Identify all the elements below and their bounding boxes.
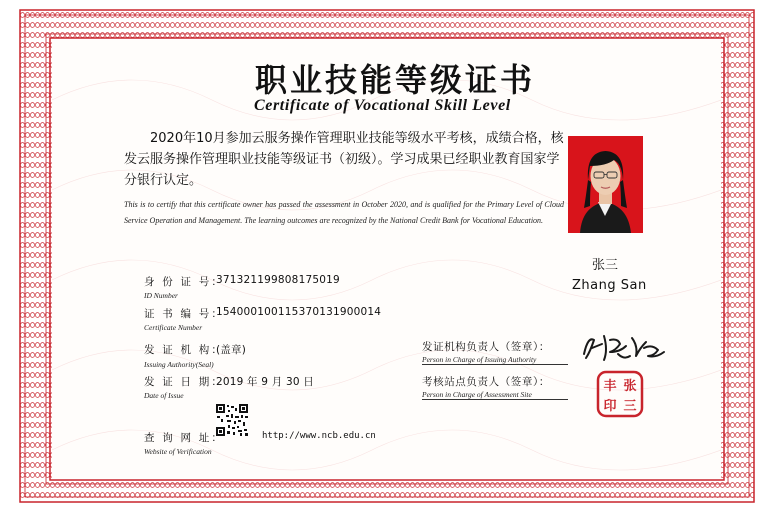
id-number-label: 身 份 证 号： — [144, 276, 225, 288]
website-link[interactable]: http://www.ncb.edu.cn — [262, 431, 376, 441]
certificate-number-label: 证 书 编 号： — [144, 308, 225, 320]
title-chinese: 职业技能等级证书 — [255, 61, 536, 99]
issuing-authority-value: (盖章) — [216, 344, 246, 356]
svg-text:张: 张 — [623, 379, 637, 394]
statement-chinese — [124, 128, 564, 191]
id-number-value: 371321199808175019 — [216, 274, 340, 286]
website-sublabel: Website of Verification — [144, 447, 212, 456]
svg-text:丰: 丰 — [603, 379, 617, 394]
handwritten-signature — [578, 326, 668, 366]
issue-date-label: 发 证 日 期： — [144, 376, 225, 388]
site-signer-label: 考核站点负责人（签章）： — [422, 376, 550, 388]
svg-text:三: 三 — [623, 399, 637, 414]
issuing-authority-sublabel: Issuing Authority(Seal) — [144, 360, 214, 369]
authority-signer-sublabel: Person in Charge of Issuing Authority — [422, 355, 537, 364]
authority-signature-line — [422, 364, 568, 365]
issuing-authority-label: 发 证 机 构： — [144, 344, 225, 356]
personal-seal-stamp — [596, 370, 644, 418]
authority-signer-label: 发证机构负责人（签章）： — [422, 341, 550, 353]
svg-text:印: 印 — [603, 399, 617, 414]
statement-chinese-text: 2020年10月参加云服务操作管理职业技能等级水平考核，成绩合格，核发云服务操作管理职业技能等级证书（初级）。学习成果已经职业教育国家学分银行认定。 — [124, 131, 564, 188]
portrait-image — [568, 136, 643, 233]
holder-name-chinese: 张三 — [592, 258, 619, 273]
issue-date-value: 2019 年 9 月 30 日 — [216, 376, 314, 388]
website-label: 查 询 网 址： — [144, 432, 225, 444]
holder-name-english: Zhang San — [572, 278, 647, 293]
site-signer-sublabel: Person in Charge of Assessment Site — [422, 390, 532, 399]
title-english: Certificate of Vocational Skill Level — [254, 97, 511, 114]
id-number-sublabel: ID Number — [144, 291, 178, 300]
holder-photo — [568, 136, 643, 233]
certificate-number-sublabel: Certificate Number — [144, 323, 203, 332]
issue-date-sublabel: Date of Issue — [144, 391, 184, 400]
certificate-number-value: 15400010011537013190​0014 — [216, 306, 382, 318]
statement-english: This is to certify that this certificate owner has passed the assessment in October 2020, and is qualified for the Primary Level of Cloud Service Operation and Management. The learning outcomes are recognized by the National Credit Bank for Vocational Education. — [124, 200, 564, 225]
site-signature-line — [422, 399, 568, 400]
